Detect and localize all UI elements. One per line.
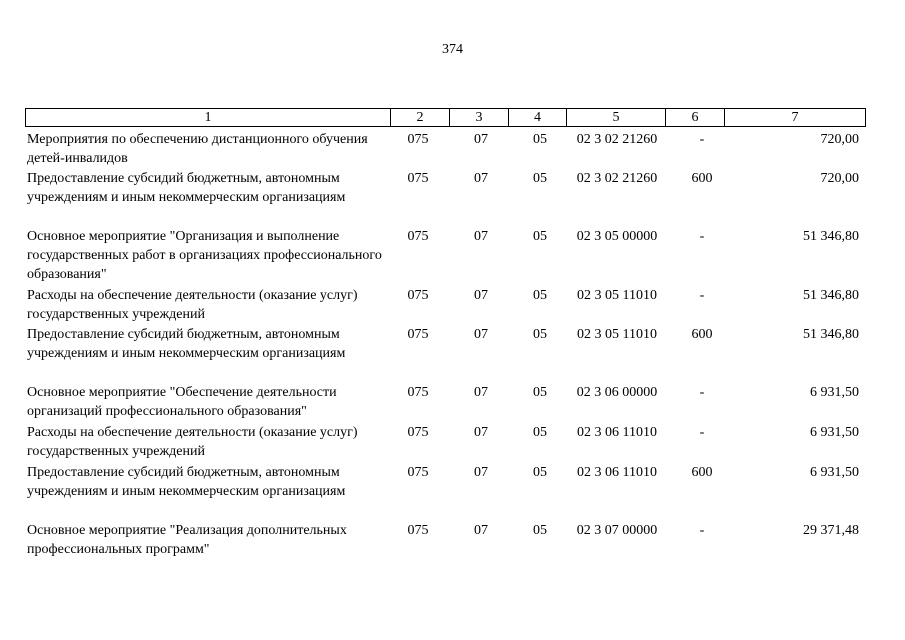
row-name: Мероприятия по обеспечению дистанционного обучения детей-инвалидов xyxy=(27,132,368,166)
row-cell-c4: 05 xyxy=(533,327,547,342)
row-cell-c2: 075 xyxy=(407,229,429,244)
row-cell-c4: 05 xyxy=(533,171,547,186)
row-cell-c7: 51 346,80 xyxy=(803,288,859,303)
row-name: Предоставление субсидий бюджетным, автономным учреждениям и иным некоммерческим организациям xyxy=(27,327,346,361)
page-number: 374 xyxy=(442,42,463,57)
row-name: Основное мероприятие "Реализация дополнительных профессиональных программ" xyxy=(27,523,347,557)
header-col-2: 2 xyxy=(391,109,450,126)
row-cell-c2: 075 xyxy=(407,425,429,440)
row-cell-c6: 600 xyxy=(691,171,713,186)
header-col-3: 3 xyxy=(450,109,509,126)
row-cell-c7: 29 371,48 xyxy=(803,523,859,538)
row-cell-c2: 075 xyxy=(407,132,429,147)
row-cell-c4: 05 xyxy=(533,465,547,480)
table-row xyxy=(25,463,866,501)
row-cell-c3: 07 xyxy=(474,327,488,342)
table-row xyxy=(25,383,866,421)
row-cell-c5: 02 3 05 11010 xyxy=(577,327,657,342)
row-cell-c7: 6 931,50 xyxy=(810,425,859,440)
row-cell-c2: 075 xyxy=(407,523,429,538)
row-cell-c7: 6 931,50 xyxy=(810,385,859,400)
row-name: Основное мероприятие "Обеспечение деятельности организаций профессионального образования" xyxy=(27,385,337,419)
row-cell-c5: 02 3 06 00000 xyxy=(576,385,658,400)
row-name: Предоставление субсидий бюджетным, автономным учреждениям и иным некоммерческим организациям xyxy=(27,465,346,499)
row-cell-c3: 07 xyxy=(474,229,488,244)
row-name: Основное мероприятие "Организация и выполнение государственных работ в организациях профессионального образования" xyxy=(27,229,382,282)
row-cell-c4: 05 xyxy=(533,288,547,303)
row-cell-c4: 05 xyxy=(533,132,547,147)
row-name: Предоставление субсидий бюджетным, автономным учреждениям и иным некоммерческим организациям xyxy=(27,171,346,205)
table-row xyxy=(25,130,866,168)
header-col-5: 5 xyxy=(567,109,666,126)
table-row xyxy=(25,286,866,324)
row-cell-c5: 02 3 06 11010 xyxy=(577,425,657,440)
row-cell-c6: 600 xyxy=(691,465,713,480)
row-cell-c3: 07 xyxy=(474,385,488,400)
row-cell-c4: 05 xyxy=(533,523,547,538)
row-cell-c3: 07 xyxy=(474,523,488,538)
row-name: Расходы на обеспечение деятельности (оказание услуг) государственных учреждений xyxy=(27,288,358,322)
row-cell-c6: 600 xyxy=(691,327,713,342)
header-col-4: 4 xyxy=(509,109,567,126)
table-row xyxy=(25,521,866,559)
row-cell-c3: 07 xyxy=(474,425,488,440)
row-cell-c6: - xyxy=(699,425,705,440)
row-cell-c6: - xyxy=(699,523,705,538)
header-col-6: 6 xyxy=(666,109,725,126)
header-col-1: 1 xyxy=(26,109,391,126)
row-cell-c3: 07 xyxy=(474,288,488,303)
row-cell-c3: 07 xyxy=(474,132,488,147)
row-cell-c2: 075 xyxy=(407,327,429,342)
row-cell-c4: 05 xyxy=(533,229,547,244)
row-cell-c5: 02 3 06 11010 xyxy=(577,465,657,480)
row-cell-c6: - xyxy=(699,229,705,244)
table-row xyxy=(25,169,866,207)
row-cell-c6: - xyxy=(699,385,705,400)
table-row xyxy=(25,227,866,284)
row-cell-c3: 07 xyxy=(474,465,488,480)
row-cell-c6: - xyxy=(699,288,705,303)
row-cell-c6: - xyxy=(699,132,705,147)
header-col-7: 7 xyxy=(791,110,799,125)
table-header xyxy=(25,108,866,127)
row-cell-c2: 075 xyxy=(407,465,429,480)
row-cell-c7: 720,00 xyxy=(820,132,859,147)
row-cell-c5: 02 3 02 21260 xyxy=(576,171,658,186)
row-cell-c2: 075 xyxy=(407,385,429,400)
row-cell-c3: 07 xyxy=(474,171,488,186)
row-name: Расходы на обеспечение деятельности (оказание услуг) государственных учреждений xyxy=(27,425,358,459)
row-cell-c7: 51 346,80 xyxy=(803,327,859,342)
row-cell-c4: 05 xyxy=(533,385,547,400)
row-cell-c2: 075 xyxy=(407,288,429,303)
row-cell-c7: 720,00 xyxy=(820,171,859,186)
row-cell-c7: 6 931,50 xyxy=(810,465,859,480)
row-cell-c5: 02 3 02 21260 xyxy=(576,132,658,147)
row-cell-c5: 02 3 05 00000 xyxy=(576,229,658,244)
table-row xyxy=(25,423,866,461)
row-cell-c2: 075 xyxy=(407,171,429,186)
table-row xyxy=(25,325,866,363)
row-cell-c7: 51 346,80 xyxy=(803,229,859,244)
row-cell-c5: 02 3 07 00000 xyxy=(576,523,658,538)
row-cell-c4: 05 xyxy=(533,425,547,440)
row-cell-c5: 02 3 05 11010 xyxy=(577,288,657,303)
